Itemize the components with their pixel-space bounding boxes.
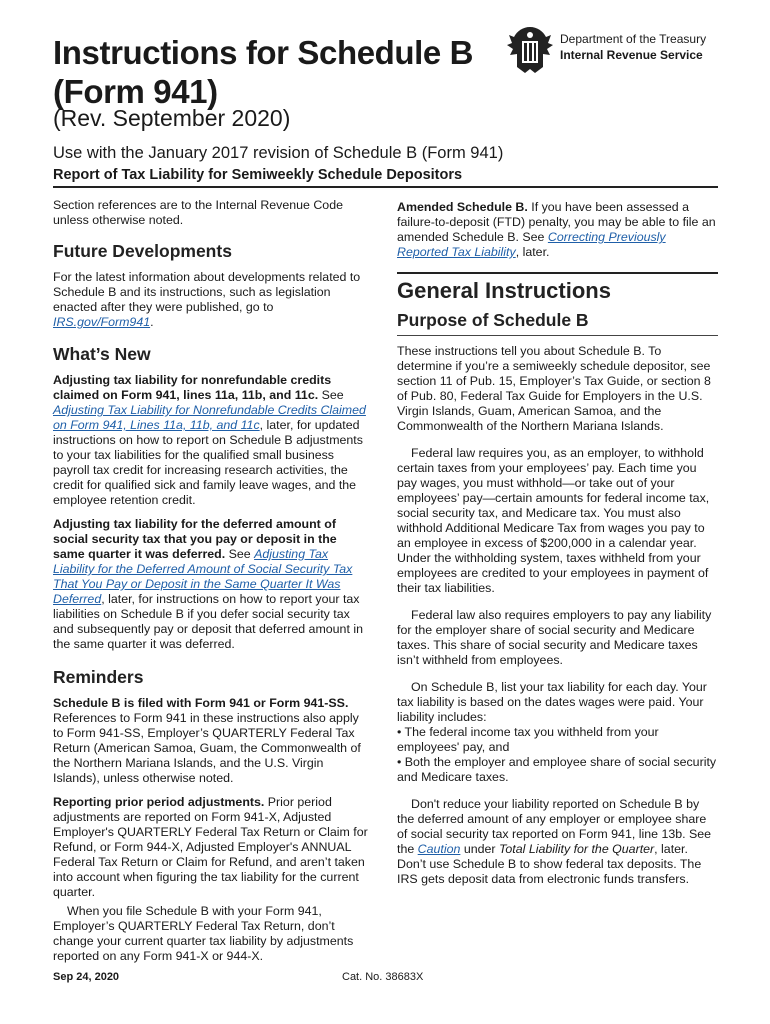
purpose-paragraph-3: Federal law also requires employers to pay any liability for the employer share of social security and Medicare taxes. This share of social security and Medicare taxes isn’t withheld from employees.: [397, 608, 712, 667]
reminder-item-3: When you file Schedule B with your Form 941, Employer’s QUARTERLY Federal Tax Return, don’t change your current quarter tax liability by adjustments reported on any Form 941-X or 944-X.: [53, 904, 354, 963]
caution-link[interactable]: Caution: [417, 842, 461, 856]
irs-gov-form941-link[interactable]: IRS.gov/Form941: [53, 315, 151, 329]
right-column: [397, 200, 718, 896]
reminder-item-1: Schedule B is filed with Form 941 or Form 941-SS. References to Form 941 in these instructions also apply to Form 941-SS, Employer’s QUARTERLY Federal Tax Return (American Samoa, Guam, the Commonwealth of the Northern Mariana Islands, and the U.S. Virgin Islands), unless otherwise noted.: [53, 696, 361, 785]
use-with-note: Use with the January 2017 revision of Schedule B (Form 941): [53, 144, 504, 162]
purpose-heading: Purpose of Schedule B: [397, 310, 589, 330]
intro-text: Section references are to the Internal Revenue Code unless otherwise noted.: [53, 198, 343, 227]
amended-schedule-b: Amended Schedule B. If you have been assessed a failure-to-deposit (FTD) penalty, you may be able to file an amended Schedule B. See Correcting Previously Reported Tax Liability, later.: [397, 200, 716, 259]
footer-date: Sep 24, 2020: [53, 971, 120, 983]
liability-bullet-2: • Both the employer and employee share of social security and Medicare taxes.: [397, 755, 717, 784]
irs-eagle-logo-icon: [505, 23, 555, 77]
agency-name: Internal Revenue Service: [560, 48, 703, 62]
whats-new-item-1: Adjusting tax liability for nonrefundable credits claimed on Form 941, lines 11a, 11b, and 11c. See Adjusting Tax Liability for Nonrefundable Credits Claimed on Form 941, Lines 11a, 11b, and 11c, later, for updated instructions on how to report on Schedule B adjustments to your tax liabilities for the qualified small business payroll tax credit for increasing research activities, the credit for qualified sick and family leave wages, and the employee retention credit.: [53, 373, 366, 507]
general-instructions-rule: [397, 272, 718, 274]
revision-date: (Rev. September 2020): [53, 105, 291, 131]
left-column: [53, 198, 371, 973]
department-name: Department of the Treasury: [560, 32, 707, 46]
page-title: [53, 33, 493, 111]
reminders-heading: Reminders: [53, 667, 144, 687]
purpose-paragraph-1: These instructions tell you about Schedule B. To determine if you’re a semiweekly schedule depositor, see section 11 of Pub. 15, Employer’s Tax Guide, or section 8 of Pub. 80, Federal Tax Guide for Employers in the U.S. Virgin Islands, Guam, American Samoa, and the Commonwealth of the Northern Mariana Islands.: [397, 344, 711, 433]
purpose-paragraph-5: Don't reduce your liability reported on Schedule B by the deferred amount of any employer or employee share of social security tax reported on Form 941, line 13b. See the Caution under Total Liability for the Quarter, later. Don’t use Schedule B to show federal tax deposits. The IRS gets deposit data from electronic funds transfers.: [397, 797, 712, 886]
agency-block: [560, 31, 706, 63]
whats-new-heading: What’s New: [53, 344, 151, 364]
deferred-social-security-link[interactable]: Adjusting Tax Liability for the Deferred Amount of Social Security Tax That You Pay or Deposit in the Same Quarter It Was Deferred: [53, 547, 353, 606]
future-developments-heading: Future Developments: [53, 241, 232, 261]
reminder-item-2: Reporting prior period adjustments. Prior period adjustments are reported on Form 941-X, Adjusted Employer's QUARTERLY Federal Tax Return or Claim for Refund, or Form 944-X, Adjusted Employer's ANNUAL Federal Tax Return or Claim for Refund, and aren’t taken into account when figuring the tax liability for the current quarter.: [53, 795, 368, 899]
purpose-paragraph-4: On Schedule B, list your tax liability for each day. Your tax liability is based on the dates wages were paid. Your liability includes:: [397, 680, 707, 724]
title-line-1: Instructions for Schedule B: [53, 34, 474, 71]
purpose-paragraph-2: Federal law requires you, as an employer, to withhold certain taxes from your employees’ pay. Each time you pay wages, you must withhold—or take out of your employees’ pay—certain amounts for federal income tax, social security tax, and Medicare tax. You must also withhold Additional Medicare Tax from wages you pay to an employee in excess of $200,000 in a calendar year. Under the withholding system, taxes withheld from your employees are credited to your employees in payment of their tax liabilities.: [397, 446, 710, 595]
header-rule: [53, 186, 718, 188]
footer-cat-no: Cat. No. 38683X: [342, 971, 424, 983]
correcting-liability-link[interactable]: Correcting Previously Reported Tax Liability: [397, 230, 666, 259]
title-line-2: (Form 941): [53, 73, 218, 110]
whats-new-item-2: Adjusting tax liability for the deferred amount of social security tax that you pay or deposit in the same quarter it was deferred. See Adjusting Tax Liability for the Deferred Amount of Social Security Tax That You Pay or Deposit in the Same Quarter It Was Deferred, later, for instructions on how to report your tax liabilities on Schedule B if you defer social security tax and subsequently pay or deposit that deferred amount in the same quarter it was deferred.: [53, 517, 363, 651]
nonrefundable-credits-link[interactable]: Adjusting Tax Liability for Nonrefundable Credits Claimed on Form 941, Lines 11a, 11b, and 11c: [53, 403, 366, 432]
general-instructions-heading: General Instructions: [397, 278, 611, 303]
purpose-rule: [397, 335, 718, 336]
future-developments-text: For the latest information about developments related to Schedule B and its instructions, such as legislation enacted after they were published, go to IRS.gov/Form941.: [53, 270, 361, 329]
liability-bullet-1: • The federal income tax you withheld from your employees' pay, and: [397, 725, 659, 754]
report-title: Report of Tax Liability for Semiweekly Schedule Depositors: [53, 167, 463, 183]
